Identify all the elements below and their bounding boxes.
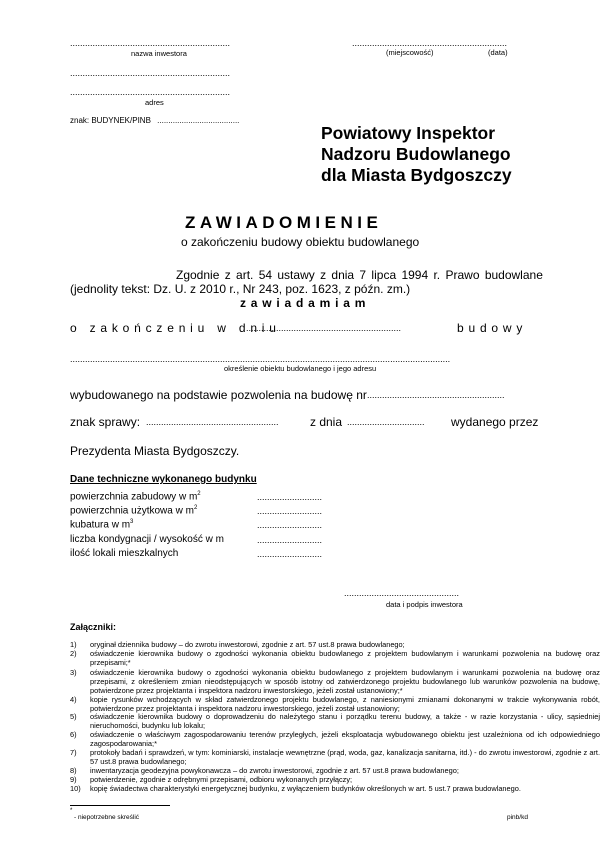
tech-row	[70, 491, 201, 502]
tech-sup: 2	[193, 505, 198, 511]
attachment-num: 1)	[70, 640, 77, 649]
investor-address-dots[interactable]: ................................................................	[70, 87, 231, 97]
tech-value-dots[interactable]: ..........................	[257, 492, 323, 502]
tech-value-dots[interactable]: ..........................	[257, 520, 323, 530]
recipient-block	[321, 123, 512, 186]
recipient-line-1: Powiatowy Inspektor	[321, 123, 496, 143]
place-label: (miejscowość)	[386, 48, 434, 57]
case-sign-prefix: znak: BUDYNEK/PINB	[70, 116, 151, 125]
tech-row	[70, 534, 224, 545]
technical-heading: Dane techniczne wykonanego budynku	[70, 474, 257, 485]
tech-row	[70, 505, 197, 516]
tech-sup: 2	[197, 491, 201, 497]
attachment-num: 9)	[70, 775, 77, 784]
case-date-label: z dnia	[310, 415, 343, 429]
document-subtitle: o zakończeniu budowy obiektu budowlanego	[181, 235, 420, 249]
footnote-star: *	[70, 808, 73, 814]
attachment-text: oświadczenie kierownika budowy o zgodności wykonania obiektu budowlanego z projektem budowlanym i warunkami pozwolenia na budowę oraz przepisami;*	[90, 649, 600, 667]
completion-suffix: budowy	[457, 321, 528, 335]
case-date-dots[interactable]: ...............................	[347, 417, 425, 427]
attachment-text: protokoły badań i sprawdzeń, w tym: kominiarski, instalacje wewnętrzne (prąd, woda, gaz, kanalizacja sanitarna, itd.) - do zwrotu inwestorowi, zgodnie z art. 57 ust.8 prawa budowlanego;	[90, 748, 600, 766]
footnote-divider	[70, 805, 170, 806]
attachment-num: 5)	[70, 712, 77, 721]
document-code: pinb/kd	[507, 814, 528, 821]
law-line-1: Zgodnie z art. 54 ustawy z dnia 7 lipca 1994 r. Prawo budowlane	[176, 268, 543, 282]
tech-label: liczba kondygnacji / wysokość w m	[70, 534, 224, 545]
tech-label: powierzchnia zabudowy w m	[70, 491, 198, 503]
notify-word: zawiadamiam	[240, 296, 371, 310]
tech-value-dots[interactable]: ..........................	[257, 549, 323, 559]
document-title: ZAWIADOMIENIE	[185, 213, 383, 232]
attachment-text: kopie rysunków wchodzących w skład zatwierdzonego projektu budowlanego, z naniesionymi zmianami dokonanymi w trakcie wykonywania robót, potwierdzone przez projektanta i inspektora nadzoru inwestorskiego, jeżeli został ustanowiony;	[90, 695, 600, 713]
attachment-text: potwierdzenie, zgodnie z odrębnymi przepisami, odbioru wykonanych przyłączy;	[90, 775, 353, 784]
attachment-num: 8)	[70, 766, 77, 775]
object-label: określenie obiektu budowlanego i jego adresu	[224, 364, 377, 373]
case-sign-dots[interactable]: .....................................	[157, 116, 240, 125]
place-date-dots[interactable]: ..............................................................	[352, 38, 508, 48]
investor-name-dots-2[interactable]: ................................................................	[70, 68, 231, 78]
attachment-text: oświadczenie kierownika budowy o doprowadzeniu do należytego stanu i porządku terenu budowy, a także - w razie korzystania - ulicy, sąsiedniej nieruchomości, budynku lub lokalu;	[90, 712, 600, 730]
attachment-text: kopię świadectwa charakterystyki energetycznej budynku, z wyłączeniem budynków określonych w art. 5 ust.7 prawa budowlanego.	[90, 784, 521, 793]
investor-name-dots[interactable]: ................................................................	[70, 38, 231, 48]
attachment-text: oryginał dziennika budowy – do zwrotu inwestorowi, zgodnie z art. 57 ust.8 prawa budowlanego;	[90, 640, 405, 649]
issuer: Prezydenta Miasta Bydgoszczy.	[70, 444, 240, 458]
attachment-num: 10)	[70, 784, 81, 793]
attachment-text: inwentaryzacja geodezyjna powykonawcza – do zwrotu inwestorowi, zgodnie z art. 57 ust.8 prawa budowlanego;	[90, 766, 459, 775]
signature-dots[interactable]: ..............................................	[344, 588, 460, 598]
tech-row	[70, 548, 178, 559]
attachment-num: 7)	[70, 748, 77, 757]
attachment-num: 4)	[70, 695, 77, 704]
attachment-text: oświadczenie kierownika budowy o zgodności wykonania obiektu budowlanego z projektem budowlanym i warunkami pozwolenia na budowę oraz przepisami, z określeniem zmian nieodstępujących w sposób istotny od zatwierdzonego projektu budowlanego lub warunków pozwolenia na budowę, potwierdzone przez projektanta i inspektora nadzoru inwestorskiego, jeżeli został ustanowiony;*	[90, 668, 600, 695]
case-sign	[70, 116, 239, 125]
tech-sup: 3	[130, 519, 134, 525]
tech-value-dots[interactable]: ..........................	[257, 506, 323, 516]
tech-label: kubatura w m	[70, 519, 131, 531]
case-prefix: znak sprawy:	[70, 415, 141, 429]
attachments-heading: Załączniki:	[70, 622, 117, 632]
permit-number-dots[interactable]: .......................................................	[367, 390, 505, 400]
attachment-text: oświadczenie o właściwym zagospodarowaniu terenów przyległych, jeżeli eksploatacja wybudowanego obiektu jest uzależniona od ich odpowiedniego zagospodarowania;*	[90, 730, 600, 748]
completion-date-dots[interactable]: ..............................................................	[246, 323, 402, 333]
completion-prefix: o zakończeniu w dniu	[70, 321, 281, 335]
recipient-line-2: Nadzoru Budowlanego	[321, 144, 511, 164]
object-dots[interactable]: ........................................................................................................................................................	[70, 354, 451, 364]
investor-address-label: adres	[145, 98, 164, 107]
date-label: (data)	[488, 48, 508, 57]
attachment-num: 6)	[70, 730, 77, 739]
tech-row	[70, 519, 133, 530]
investor-name-label: nazwa inwestora	[131, 49, 187, 58]
tech-label: powierzchnia użytkowa w m	[70, 505, 194, 517]
permit-text: wybudowanego na podstawie pozwolenia na budowę nr	[70, 388, 367, 402]
footnote-text: - niepotrzebne skreślić	[74, 814, 140, 821]
case-suffix: wydanego przez	[451, 415, 539, 429]
attachment-num: 2)	[70, 649, 77, 658]
signature-label: data i podpis inwestora	[386, 600, 463, 609]
recipient-line-3: dla Miasta Bydgoszczy	[321, 165, 512, 185]
case-number-dots[interactable]: .....................................................	[146, 417, 279, 427]
law-line-2: (jednolity tekst: Dz. U. z 2010 r., Nr 243, poz. 1623, z późn. zm.)	[70, 282, 411, 296]
tech-value-dots[interactable]: ..........................	[257, 535, 323, 545]
tech-label: ilość lokali mieszkalnych	[70, 548, 179, 559]
attachment-num: 3)	[70, 668, 77, 677]
